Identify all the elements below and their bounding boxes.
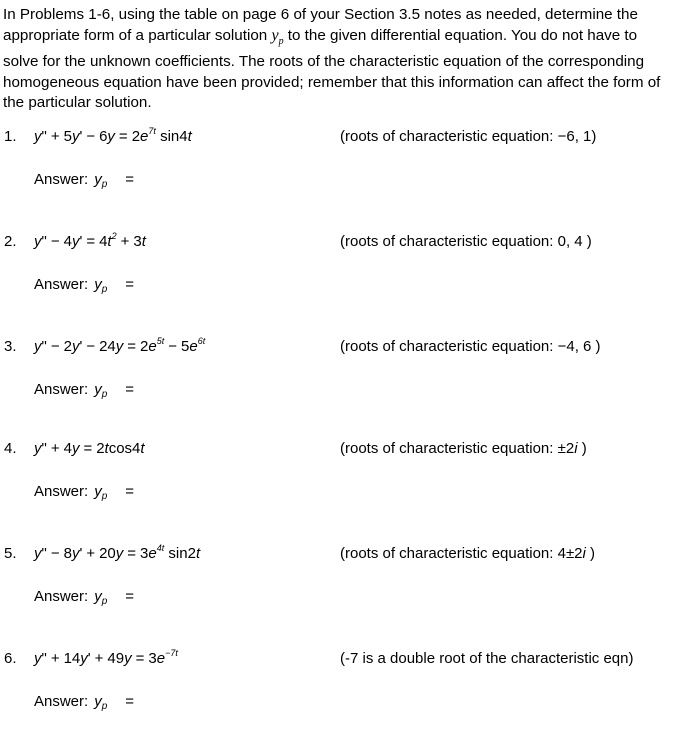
yp-symbol: y	[94, 381, 102, 398]
problem-equation: y" − $2y' - 24y = 2e^{5t} - 5e^{6t}$	[34, 336, 206, 355]
instructions-text-part2: to the given differential equation. You do not have to solve for the unknown coefficients. The roots of the characteristic equation of the corresponding homogeneous equation have been provided; remember that this information can affect the form of the particular solution.	[3, 26, 661, 112]
problem-equation: y" − $4y' = 4t^2 + 3t$	[34, 231, 146, 250]
problem-3	[0, 338, 678, 438]
equals-sign: =	[125, 483, 135, 500]
problem-number: 1.	[4, 128, 17, 145]
problem-equation: y" − $8y' + 20y = 3e^{4t}$ sin2t	[34, 543, 201, 562]
problem-equation: y" + $5y' - 6y = 2e^{7t}$ sin4t	[34, 126, 192, 145]
answer-line: Answer: $y_p$ =	[34, 381, 135, 400]
problem-2	[0, 233, 678, 333]
problem-number: 4.	[4, 440, 17, 457]
problem-4	[0, 440, 678, 540]
problem-5	[0, 545, 678, 645]
yp-symbol: y	[94, 693, 102, 710]
equals-sign: =	[125, 171, 135, 188]
answer-line: Answer: $y_p$ =	[34, 483, 135, 502]
answer-label: Answer:	[34, 276, 89, 293]
answer-line: Answer: $y_p$ =	[34, 276, 135, 295]
answer-line: Answer: $y_p$ =	[34, 693, 135, 712]
roots-note: (roots of characteristic equation: 0, 4 )	[340, 233, 592, 250]
problem-number: 6.	[4, 650, 17, 667]
yp-symbol: y	[94, 171, 102, 188]
equals-sign: =	[125, 276, 135, 293]
yp-symbol: y	[94, 276, 102, 293]
instructions-text-part1: In Problems 1-6, using the table on page 6 of your Section 3.5 notes as needed, determine the appropriate form of a particular solution	[3, 6, 638, 44]
roots-note: (roots of characteristic equation: 4±2i )	[340, 545, 596, 562]
problem-1	[0, 128, 678, 228]
roots-note: (-7 is a double root of the characteristic eqn)	[340, 650, 634, 667]
answer-label: Answer:	[34, 171, 89, 188]
problem-6	[0, 650, 678, 750]
yp-symbol: y	[94, 588, 102, 605]
answer-line: Answer: $y_p$ =	[34, 171, 135, 190]
instructions-paragraph	[3, 5, 667, 114]
problem-number: 2.	[4, 233, 17, 250]
answer-label: Answer:	[34, 483, 89, 500]
problem-equation: y" + $14y' + 49y = 3e^{-7t}$	[34, 648, 178, 667]
yp-symbol: y	[94, 483, 102, 500]
roots-note: (roots of characteristic equation: −4, 6 )	[340, 338, 601, 355]
answer-line: Answer: $y_p$ =	[34, 588, 135, 607]
equals-sign: =	[125, 588, 135, 605]
equals-sign: =	[125, 693, 135, 710]
yp-symbol: $y_p$	[271, 26, 284, 47]
problem-equation: y" + 4y = 2tcos4t	[34, 440, 145, 457]
roots-note: (roots of characteristic equation: ±2i )	[340, 440, 587, 457]
problem-number: 5.	[4, 545, 17, 562]
roots-note: (roots of characteristic equation: −6, 1)	[340, 128, 597, 145]
answer-label: Answer:	[34, 381, 89, 398]
answer-label: Answer:	[34, 588, 89, 605]
equals-sign: =	[125, 381, 135, 398]
answer-label: Answer:	[34, 693, 89, 710]
problem-number: 3.	[4, 338, 17, 355]
